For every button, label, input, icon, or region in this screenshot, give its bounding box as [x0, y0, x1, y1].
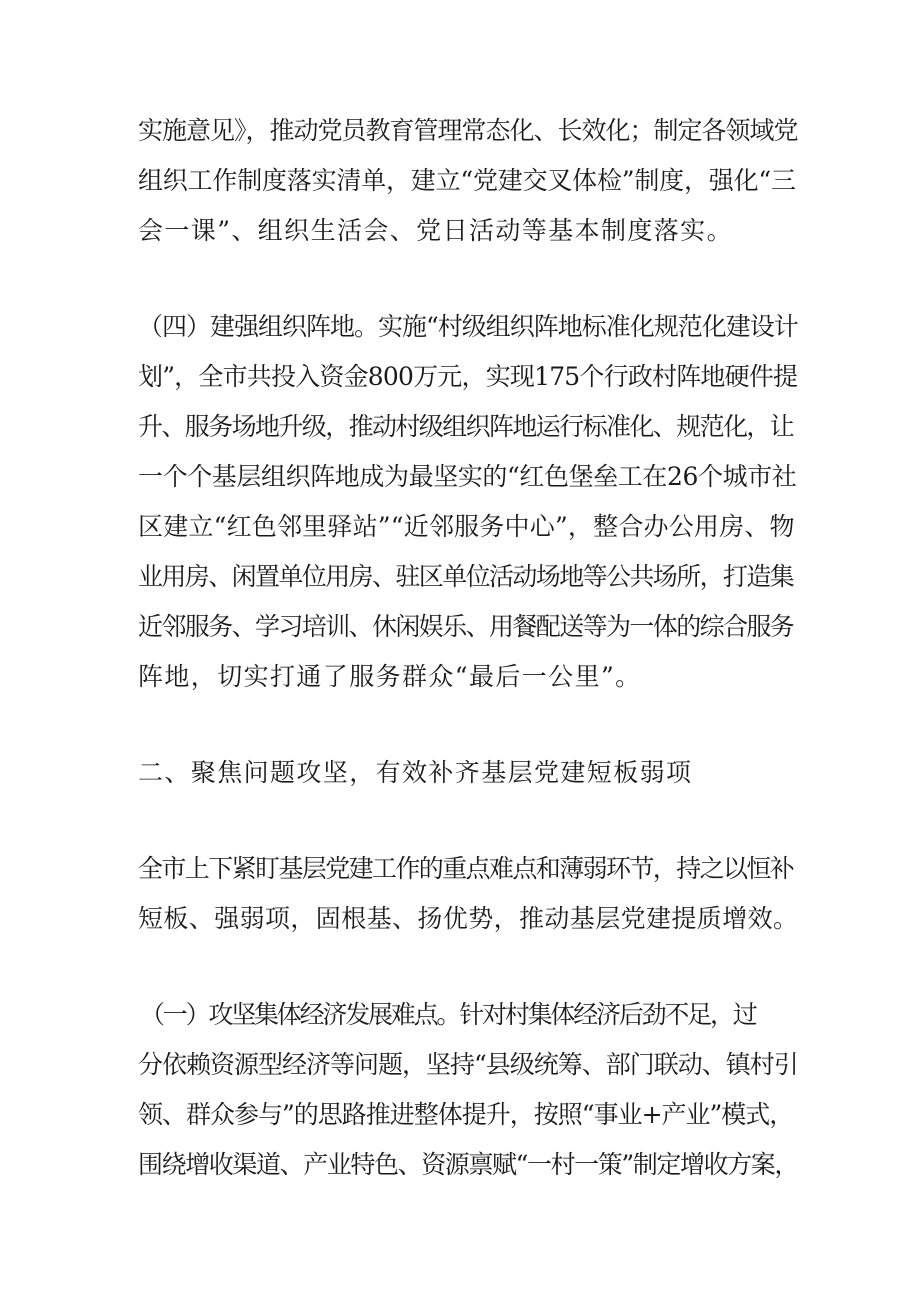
- paragraph-4-line-1: （一）攻坚集体经济发展难点。针对村集体经济后劲不足，过: [140, 1000, 756, 1029]
- paragraph-3-line-1: 全市上下紧盯基层党建工作的重点难点和薄弱环节，持之以恒补: [138, 854, 794, 883]
- paragraph-1-line-3: 会一课”、组织生活会、党日活动等基本制度落实。: [138, 216, 733, 245]
- paragraph-3-line-2: 短板、强弱项，固根基、扬优势，推动基层党建提质增效。: [138, 904, 799, 933]
- paragraph-2-line-1: （四）建强组织阵地。实施“村级组织阵地标准化规范化建设计: [138, 312, 798, 341]
- paragraph-2-line-6: 业用房、闲置单位用房、驻区单位活动场地等公共场所，打造集: [138, 562, 794, 591]
- paragraph-2-line-8: 阵地，切实打通了服务群众“最后一公里”。: [138, 662, 642, 691]
- paragraph-2-line-4: 一个个基层组织阵地成为最坚实的“红色堡垒工在26个城市社: [138, 462, 797, 491]
- paragraph-4-line-3: 领、群众参与”的思路推进整体提升，按照“事业+产业”模式，: [138, 1100, 794, 1129]
- paragraph-4-line-4: 围绕增收渠道、产业特色、资源禀赋“一村一策”制定增收方案，: [138, 1150, 798, 1179]
- paragraph-1-line-1: 实施意见》，推动党员教育管理常态化、长效化；制定各领域党: [138, 116, 798, 145]
- section-heading: 二、聚焦问题攻坚，有效补齐基层党建短板弱项: [138, 758, 693, 787]
- paragraph-2-line-7: 近邻服务、学习培训、休闲娱乐、用餐配送等为一体的综合服务: [138, 612, 794, 641]
- paragraph-4-line-2: 分依赖资源型经济等问题，坚持“县级统筹、部门联动、镇村引: [138, 1050, 798, 1079]
- paragraph-2-line-3: 升、服务场地升级，推动村级组织阵地运行标准化、规范化，让: [138, 412, 794, 441]
- paragraph-2-line-2: 划”，全市共投入资金800万元，实现175个行政村阵地硬件提: [138, 362, 798, 391]
- paragraph-2-line-5: 区建立“红色邻里驿站”“近邻服务中心”，整合办公用房、物: [138, 512, 795, 541]
- paragraph-1-line-2: 组织工作制度落实清单，建立“党建交叉体检”制度，强化“三: [138, 166, 796, 195]
